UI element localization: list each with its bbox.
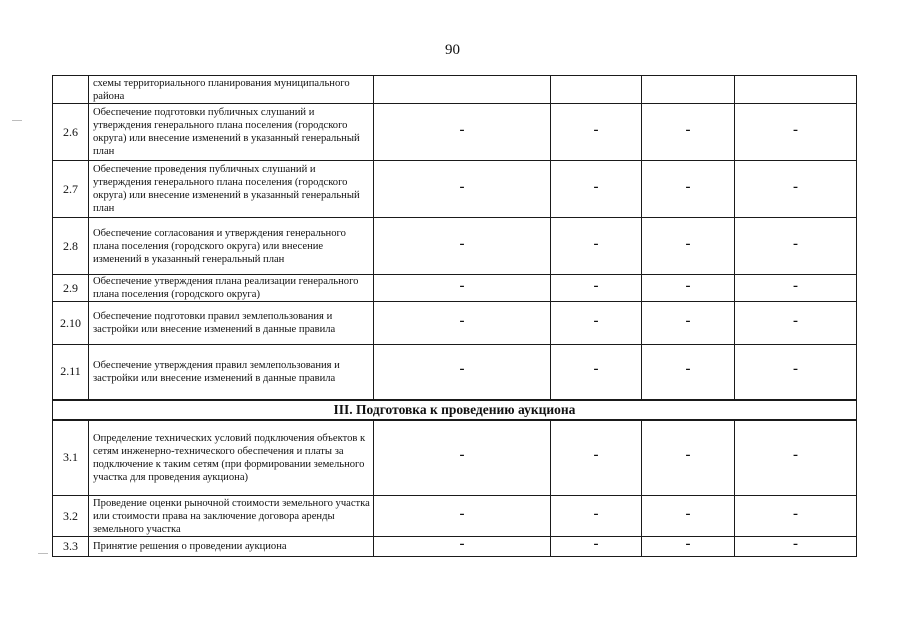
table-row <box>53 537 857 557</box>
value-text: - <box>593 536 599 552</box>
row-number: 2.8 <box>53 218 89 275</box>
value-text: - <box>685 235 691 252</box>
value-text: - <box>459 536 465 552</box>
row-description: Обеспечение согласования и утверждения генерального плана поселения (городского округа) или внесение изменений в указанный генеральный план <box>89 218 374 275</box>
table-row <box>53 161 857 218</box>
value-text: - <box>793 505 798 522</box>
data-table <box>52 75 857 557</box>
value-cell <box>642 302 735 345</box>
value-cell <box>551 302 642 345</box>
value-cell <box>374 218 551 275</box>
value-cell <box>735 104 857 161</box>
row-number <box>53 76 89 104</box>
value-text: - <box>459 312 465 329</box>
table-row <box>53 218 857 275</box>
section-body <box>53 420 857 557</box>
value-cell <box>551 345 642 400</box>
value-text: - <box>459 361 465 378</box>
value-text: - <box>685 505 691 522</box>
value-text: - <box>793 121 798 138</box>
value-text: - <box>593 312 599 329</box>
value-cell <box>735 420 857 496</box>
value-cell <box>374 302 551 345</box>
value-cell <box>735 218 857 275</box>
value-cell <box>374 275 551 302</box>
value-text: - <box>685 312 691 329</box>
table-row <box>53 275 857 302</box>
value-text: - <box>459 447 465 464</box>
row-number: 2.7 <box>53 161 89 218</box>
value-text: - <box>793 235 798 252</box>
value-text: - <box>593 178 599 195</box>
row-number: 3.1 <box>53 420 89 496</box>
value-text: - <box>793 178 798 195</box>
row-description: Обеспечение утверждения правил землепользования и застройки или внесение изменений в данные правила <box>89 345 374 400</box>
value-cell <box>642 218 735 275</box>
value-text: - <box>793 447 798 464</box>
value-text: - <box>459 178 465 195</box>
table-row <box>53 104 857 161</box>
row-description: Обеспечение подготовки правил землепользования и застройки или внесение изменений в данные правила <box>89 302 374 345</box>
value-text: - <box>793 361 798 378</box>
value-text: - <box>459 235 465 252</box>
row-description: Обеспечение проведения публичных слушаний и утверждения генерального плана поселения (городского округа) или внесение изменений в указанный генеральный план <box>89 161 374 218</box>
section-row <box>53 400 857 420</box>
value-text: - <box>685 447 691 464</box>
row-number: 2.9 <box>53 275 89 302</box>
value-cell <box>735 496 857 537</box>
row-description: Проведение оценки рыночной стоимости земельного участка или стоимости права на заключение договора аренды земельного участка <box>89 496 374 537</box>
row-number: 3.2 <box>53 496 89 537</box>
value-cell <box>374 420 551 496</box>
value-cell <box>551 104 642 161</box>
value-cell <box>374 345 551 400</box>
value-text: - <box>593 361 599 378</box>
table-row <box>53 345 857 400</box>
section-header <box>53 400 857 420</box>
table-row <box>53 420 857 496</box>
value-cell <box>551 496 642 537</box>
value-cell <box>374 496 551 537</box>
value-cell <box>642 537 735 557</box>
row-description: Обеспечение подготовки публичных слушаний и утверждения генерального плана поселения (городского округа) или внесение изменений в указанный генеральный план <box>89 104 374 161</box>
value-cell <box>735 76 857 104</box>
section-title: III. Подготовка к проведению аукциона <box>53 400 857 420</box>
value-cell <box>642 345 735 400</box>
value-text: - <box>793 277 798 294</box>
value-text: - <box>459 121 465 138</box>
value-text: - <box>685 121 691 138</box>
value-cell <box>551 537 642 557</box>
value-cell <box>551 161 642 218</box>
value-text: - <box>685 361 691 378</box>
value-cell <box>735 302 857 345</box>
value-text: - <box>793 312 798 329</box>
value-cell <box>551 275 642 302</box>
value-text: - <box>593 277 599 294</box>
row-number: 2.10 <box>53 302 89 345</box>
value-text: - <box>685 277 691 294</box>
value-cell <box>642 496 735 537</box>
scan-mark <box>38 553 48 554</box>
row-number: 2.11 <box>53 345 89 400</box>
table-body <box>53 76 857 400</box>
value-text: - <box>593 447 599 464</box>
scan-mark <box>12 120 22 121</box>
value-cell <box>735 161 857 218</box>
table-row <box>53 496 857 537</box>
value-cell <box>735 537 857 557</box>
value-text: - <box>685 536 691 552</box>
row-number: 2.6 <box>53 104 89 161</box>
value-text: - <box>459 277 465 294</box>
value-cell <box>735 275 857 302</box>
value-text: - <box>593 121 599 138</box>
value-cell <box>551 218 642 275</box>
row-description: Обеспечение утверждения плана реализации генерального плана поселения (городского округа) <box>89 275 374 302</box>
value-text: - <box>593 235 599 252</box>
value-cell <box>642 104 735 161</box>
page-number: 90 <box>445 42 460 58</box>
value-text: - <box>593 505 599 522</box>
value-cell <box>374 537 551 557</box>
value-cell <box>642 420 735 496</box>
value-cell <box>551 420 642 496</box>
table-row <box>53 76 857 104</box>
value-text: - <box>459 505 465 522</box>
value-cell <box>551 76 642 104</box>
row-number: 3.3 <box>53 537 89 557</box>
row-description: Определение технических условий подключения объектов к сетям инженерно-технического обеспечения и платы за подключение к таким сетям (при формировании земельного участка для проведения аукциона) <box>89 420 374 496</box>
row-description: схемы территориального планирования муниципального района <box>89 76 374 104</box>
value-cell <box>374 76 551 104</box>
value-cell <box>642 161 735 218</box>
value-cell <box>374 104 551 161</box>
value-cell <box>642 275 735 302</box>
value-cell <box>374 161 551 218</box>
table-row <box>53 302 857 345</box>
value-cell <box>735 345 857 400</box>
value-text: - <box>685 178 691 195</box>
value-cell <box>642 76 735 104</box>
value-text: - <box>793 536 798 552</box>
row-description: Принятие решения о проведении аукциона <box>89 537 374 557</box>
